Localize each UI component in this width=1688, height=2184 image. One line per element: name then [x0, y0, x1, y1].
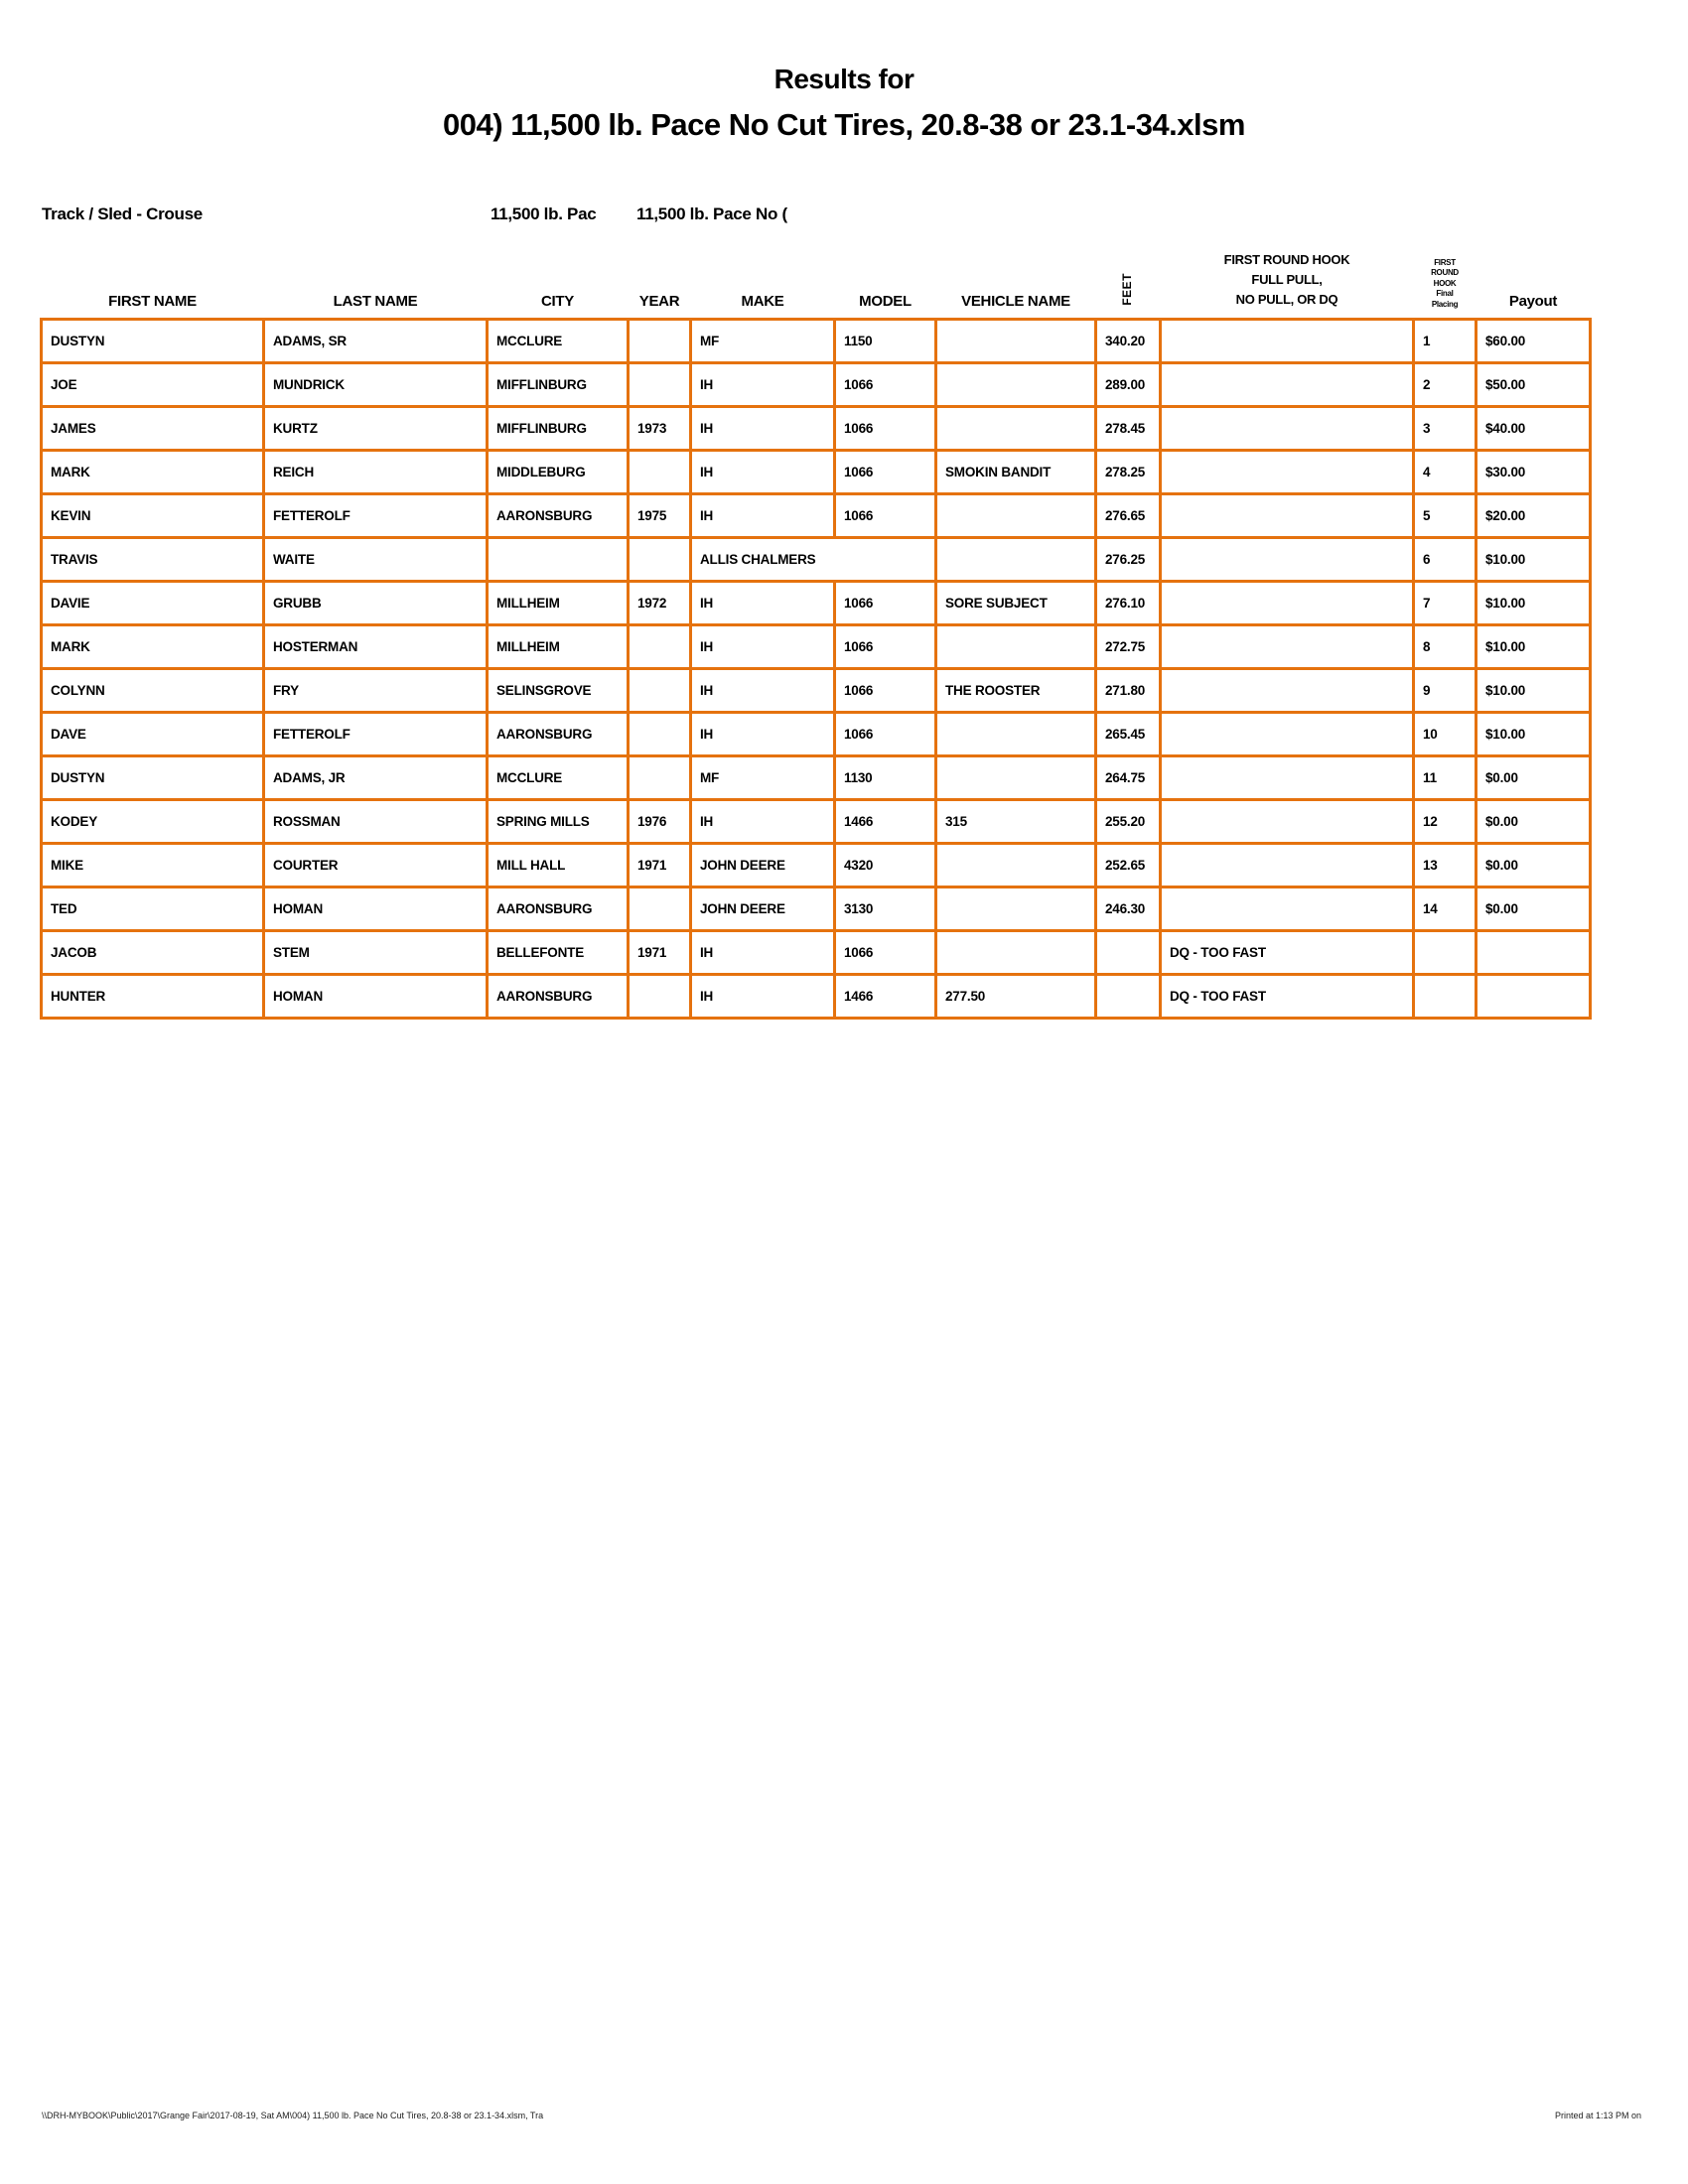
cell-city: MILLHEIM — [488, 582, 629, 625]
cell-feet — [1096, 931, 1161, 975]
cell-hook: DQ - TOO FAST — [1161, 931, 1414, 975]
cell-vehicle — [936, 538, 1096, 582]
footer-printed-at: Printed at 1:13 PM on — [1555, 2111, 1642, 2120]
cell-hook — [1161, 800, 1414, 844]
cell-hook — [1161, 887, 1414, 931]
col-header-make: MAKE — [741, 292, 784, 310]
cell-feet: 255.20 — [1096, 800, 1161, 844]
cell-city: MILL HALL — [488, 844, 629, 887]
cell-city: MIDDLEBURG — [488, 451, 629, 494]
cell-payout: $10.00 — [1477, 582, 1591, 625]
cell-city: MIFFLINBURG — [488, 363, 629, 407]
col-header-vehicle-name: VEHICLE NAME — [961, 292, 1070, 310]
cell-model: 3130 — [835, 887, 936, 931]
cell-first: DUSTYN — [42, 756, 264, 800]
cell-city: AARONSBURG — [488, 975, 629, 1019]
cell-hook — [1161, 713, 1414, 756]
cell-vehicle: 315 — [936, 800, 1096, 844]
cell-first: DAVIE — [42, 582, 264, 625]
cell-model: 1066 — [835, 363, 936, 407]
table-row — [42, 538, 1591, 582]
cell-vehicle — [936, 494, 1096, 538]
cell-year — [629, 669, 691, 713]
cell-last: REICH — [264, 451, 488, 494]
cell-first: DUSTYN — [42, 320, 264, 363]
cell-payout: $20.00 — [1477, 494, 1591, 538]
header-line: Placing — [1431, 299, 1459, 309]
cell-city — [488, 538, 629, 582]
cell-vehicle — [936, 887, 1096, 931]
cell-payout: $60.00 — [1477, 320, 1591, 363]
col-header-first-round-hook — [1161, 234, 1414, 320]
cell-model: 1150 — [835, 320, 936, 363]
cell-last: STEM — [264, 931, 488, 975]
cell-make: JOHN DEERE — [691, 844, 835, 887]
cell-make: IH — [691, 713, 835, 756]
cell-place: 3 — [1414, 407, 1477, 451]
cell-make: MF — [691, 756, 835, 800]
cell-year: 1971 — [629, 931, 691, 975]
cell-place: 14 — [1414, 887, 1477, 931]
cell-city: SELINSGROVE — [488, 669, 629, 713]
cell-feet: 265.45 — [1096, 713, 1161, 756]
cell-last: HOSTERMAN — [264, 625, 488, 669]
cell-payout: $0.00 — [1477, 887, 1591, 931]
cell-model: 1066 — [835, 494, 936, 538]
cell-hook — [1161, 669, 1414, 713]
cell-vehicle — [936, 363, 1096, 407]
cell-hook — [1161, 582, 1414, 625]
cell-year — [629, 975, 691, 1019]
cell-feet — [1096, 975, 1161, 1019]
cell-year: 1972 — [629, 582, 691, 625]
cell-model: 1466 — [835, 975, 936, 1019]
table-row — [42, 975, 1591, 1019]
cell-place: 2 — [1414, 363, 1477, 407]
header-line: HOOK — [1433, 278, 1457, 288]
cell-vehicle — [936, 407, 1096, 451]
cell-hook — [1161, 538, 1414, 582]
cell-make: IH — [691, 625, 835, 669]
cell-make: IH — [691, 407, 835, 451]
cell-city: MCCLURE — [488, 320, 629, 363]
cell-make: ALLIS CHALMERS — [691, 538, 936, 582]
cell-first: HUNTER — [42, 975, 264, 1019]
cell-model: 1466 — [835, 800, 936, 844]
cell-make: IH — [691, 451, 835, 494]
table-row — [42, 887, 1591, 931]
cell-place: 10 — [1414, 713, 1477, 756]
feet-vertical-label: FEET — [1120, 273, 1135, 306]
col-header-feet — [1096, 234, 1161, 320]
cell-make: JOHN DEERE — [691, 887, 835, 931]
cell-hook — [1161, 756, 1414, 800]
cell-year: 1971 — [629, 844, 691, 887]
cell-year: 1976 — [629, 800, 691, 844]
cell-make: IH — [691, 800, 835, 844]
cell-year — [629, 713, 691, 756]
cell-payout: $50.00 — [1477, 363, 1591, 407]
cell-vehicle: SORE SUBJECT — [936, 582, 1096, 625]
cell-feet: 272.75 — [1096, 625, 1161, 669]
cell-first: JOE — [42, 363, 264, 407]
cell-last: ADAMS, SR — [264, 320, 488, 363]
cell-model: 4320 — [835, 844, 936, 887]
cell-year: 1973 — [629, 407, 691, 451]
cell-year — [629, 887, 691, 931]
header-line: FULL PULL, — [1251, 271, 1323, 287]
cell-year — [629, 363, 691, 407]
cell-place: 1 — [1414, 320, 1477, 363]
cell-place: 13 — [1414, 844, 1477, 887]
cell-hook — [1161, 320, 1414, 363]
cell-feet: 252.65 — [1096, 844, 1161, 887]
cell-place: 4 — [1414, 451, 1477, 494]
cell-place: 5 — [1414, 494, 1477, 538]
cell-model: 1130 — [835, 756, 936, 800]
cell-vehicle: SMOKIN BANDIT — [936, 451, 1096, 494]
cell-first: MIKE — [42, 844, 264, 887]
cell-feet: 289.00 — [1096, 363, 1161, 407]
cell-city: MILLHEIM — [488, 625, 629, 669]
header-line: NO PULL, OR DQ — [1235, 291, 1338, 307]
cell-last: COURTER — [264, 844, 488, 887]
results-table — [40, 234, 1592, 1020]
cell-model: 1066 — [835, 931, 936, 975]
cell-vehicle — [936, 844, 1096, 887]
cell-last: KURTZ — [264, 407, 488, 451]
cell-hook — [1161, 363, 1414, 407]
class-name-cell-truncated-1: 11,500 lb. Pac — [491, 205, 597, 223]
results-tbody — [42, 320, 1591, 1019]
cell-feet: 278.25 — [1096, 451, 1161, 494]
table-row — [42, 407, 1591, 451]
cell-year — [629, 538, 691, 582]
col-header-model: MODEL — [859, 292, 912, 310]
cell-city: MIFFLINBURG — [488, 407, 629, 451]
cell-hook — [1161, 494, 1414, 538]
cell-payout: $10.00 — [1477, 669, 1591, 713]
cell-first: JACOB — [42, 931, 264, 975]
cell-place: 12 — [1414, 800, 1477, 844]
page-title-line2: 004) 11,500 lb. Pace No Cut Tires, 20.8-38 or 23.1-34.xlsm — [443, 107, 1245, 142]
cell-model: 1066 — [835, 407, 936, 451]
cell-vehicle: THE ROOSTER — [936, 669, 1096, 713]
cell-feet: 271.80 — [1096, 669, 1161, 713]
cell-feet: 278.45 — [1096, 407, 1161, 451]
col-header-final-placing — [1414, 234, 1477, 320]
cell-last: HOMAN — [264, 975, 488, 1019]
header-line: FIRST — [1434, 258, 1456, 268]
cell-payout: $10.00 — [1477, 713, 1591, 756]
cell-payout — [1477, 931, 1591, 975]
cell-hook: DQ - TOO FAST — [1161, 975, 1414, 1019]
table-row — [42, 756, 1591, 800]
cell-model: 1066 — [835, 582, 936, 625]
cell-year: 1975 — [629, 494, 691, 538]
cell-vehicle — [936, 756, 1096, 800]
class-name-cell-truncated-2: 11,500 lb. Pace No ( — [636, 205, 787, 223]
cell-hook — [1161, 625, 1414, 669]
cell-year — [629, 451, 691, 494]
page-title-line1: Results for — [774, 64, 914, 94]
cell-last: FETTEROLF — [264, 713, 488, 756]
table-row — [42, 582, 1591, 625]
cell-make: IH — [691, 582, 835, 625]
cell-last: ADAMS, JR — [264, 756, 488, 800]
cell-last: FETTEROLF — [264, 494, 488, 538]
table-row — [42, 931, 1591, 975]
cell-make: IH — [691, 494, 835, 538]
cell-last: WAITE — [264, 538, 488, 582]
cell-vehicle: 277.50 — [936, 975, 1096, 1019]
cell-place: 7 — [1414, 582, 1477, 625]
col-header-payout: Payout — [1508, 292, 1558, 310]
cell-place: 11 — [1414, 756, 1477, 800]
cell-city: SPRING MILLS — [488, 800, 629, 844]
cell-place: 6 — [1414, 538, 1477, 582]
cell-payout: $10.00 — [1477, 538, 1591, 582]
cell-city: BELLEFONTE — [488, 931, 629, 975]
cell-feet: 246.30 — [1096, 887, 1161, 931]
col-header-first-name: FIRST NAME — [108, 292, 197, 310]
cell-place: 9 — [1414, 669, 1477, 713]
cell-first: TED — [42, 887, 264, 931]
cell-vehicle — [936, 320, 1096, 363]
cell-first: KODEY — [42, 800, 264, 844]
table-row — [42, 625, 1591, 669]
cell-model: 1066 — [835, 713, 936, 756]
cell-place — [1414, 931, 1477, 975]
cell-payout: $30.00 — [1477, 451, 1591, 494]
table-row — [42, 451, 1591, 494]
cell-first: DAVE — [42, 713, 264, 756]
cell-city: MCCLURE — [488, 756, 629, 800]
cell-model: 1066 — [835, 669, 936, 713]
cell-year — [629, 625, 691, 669]
cell-vehicle — [936, 625, 1096, 669]
cell-make: IH — [691, 931, 835, 975]
cell-feet: 276.25 — [1096, 538, 1161, 582]
cell-model: 1066 — [835, 451, 936, 494]
table-row — [42, 320, 1591, 363]
cell-place — [1414, 975, 1477, 1019]
cell-year — [629, 756, 691, 800]
cell-first: JAMES — [42, 407, 264, 451]
col-header-last-name: LAST NAME — [333, 292, 418, 310]
cell-first: MARK — [42, 451, 264, 494]
cell-first: COLYNN — [42, 669, 264, 713]
cell-vehicle — [936, 713, 1096, 756]
table-row — [42, 494, 1591, 538]
footer-file-path: \\DRH-MYBOOK\Public\2017\Grange Fair\2017-08-19, Sat AM\004) 11,500 lb. Pace No Cut Tires, 20.8-38 or 23.1-34.xlsm, Tra — [42, 2111, 544, 2120]
cell-last: HOMAN — [264, 887, 488, 931]
cell-payout: $40.00 — [1477, 407, 1591, 451]
cell-feet: 340.20 — [1096, 320, 1161, 363]
cell-make: IH — [691, 975, 835, 1019]
cell-place: 8 — [1414, 625, 1477, 669]
cell-model: 1066 — [835, 625, 936, 669]
table-row — [42, 363, 1591, 407]
cell-make: IH — [691, 669, 835, 713]
track-sled-label: Track / Sled - Crouse — [42, 205, 203, 223]
col-header-year: YEAR — [638, 292, 680, 310]
cell-payout: $0.00 — [1477, 756, 1591, 800]
cell-feet: 276.65 — [1096, 494, 1161, 538]
header-line: Final — [1436, 289, 1454, 299]
cell-city: AARONSBURG — [488, 494, 629, 538]
table-row — [42, 800, 1591, 844]
table-row — [42, 713, 1591, 756]
cell-last: FRY — [264, 669, 488, 713]
cell-last: ROSSMAN — [264, 800, 488, 844]
cell-hook — [1161, 844, 1414, 887]
cell-payout: $10.00 — [1477, 625, 1591, 669]
table-row — [42, 844, 1591, 887]
cell-city: AARONSBURG — [488, 887, 629, 931]
header-line: ROUND — [1431, 268, 1459, 278]
cell-hook — [1161, 407, 1414, 451]
cell-last: GRUBB — [264, 582, 488, 625]
cell-feet: 276.10 — [1096, 582, 1161, 625]
cell-last: MUNDRICK — [264, 363, 488, 407]
cell-make: IH — [691, 363, 835, 407]
cell-vehicle — [936, 931, 1096, 975]
cell-feet: 264.75 — [1096, 756, 1161, 800]
cell-first: KEVIN — [42, 494, 264, 538]
cell-first: TRAVIS — [42, 538, 264, 582]
cell-payout — [1477, 975, 1591, 1019]
cell-payout: $0.00 — [1477, 844, 1591, 887]
cell-payout: $0.00 — [1477, 800, 1591, 844]
col-header-city: CITY — [541, 292, 574, 310]
cell-hook — [1161, 451, 1414, 494]
cell-city: AARONSBURG — [488, 713, 629, 756]
header-row — [42, 234, 1591, 320]
cell-first: MARK — [42, 625, 264, 669]
header-line: FIRST ROUND HOOK — [1223, 251, 1350, 267]
cell-year — [629, 320, 691, 363]
table-row — [42, 669, 1591, 713]
cell-make: MF — [691, 320, 835, 363]
